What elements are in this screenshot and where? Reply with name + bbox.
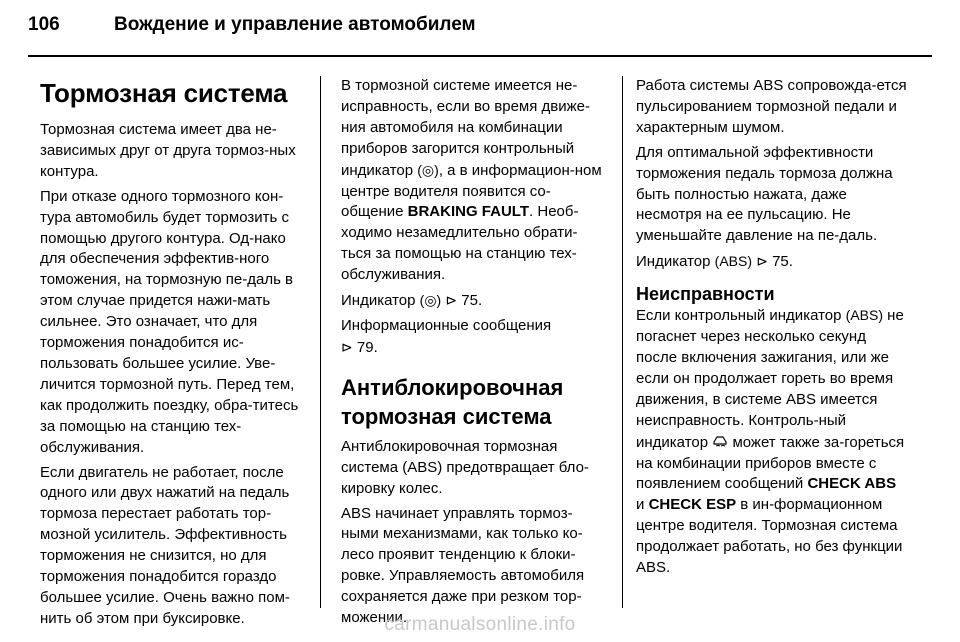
paragraph: Индикатор (◎) ⊳ 75. <box>341 292 483 310</box>
message-check-esp: CHECK ESP <box>648 496 737 514</box>
paragraph: Для оптимальной эффективности торможения педаль тормоза должна быть полностью нажата, даже несмотря на ее пульсацию. Не уменьшайте давление на пе-даль. <box>636 143 893 245</box>
watermark: carmanualsonline.info <box>384 614 576 635</box>
header-rule <box>28 55 932 57</box>
paragraph: Если контрольный индикатор (ABS) не погаснет через несколько секунд после включения зажигания, или же если он продолжает гореть во время движения, в системе ABS имеется неисправность. Контроль-ный индикатор может также за-гореться на комбинации приборов вместе с появлением сообщений CHECK ABS и CHECK ESP в ин-формационном центре водителя. Тормозная система продолжает работать, но без функции ABS. <box>636 307 905 577</box>
page-header <box>28 14 476 44</box>
section-heading-abs: Антиблокировочная тормозная система <box>341 374 564 429</box>
page-reference-icon: ⊳ <box>341 338 353 355</box>
running-title: Вождение и управление автомобилем <box>114 14 476 35</box>
page-number: 106 <box>28 14 60 35</box>
paragraph: При отказе одного тормозного кон-тура автомобиль будет тормозить с помощью другого контура. Од-нако для обеспечения эффектив-ного томожения, на тормозную пе-даль в этом случае придется нажи-мать сильнее. Это означает, что для торможения понадобится ис-пользовать большее усилие. Уве-личится тормозной путь. Перед тем, как продолжить поездку, обра-титесь за помощью на станцию тех-обслуживания. <box>40 187 299 456</box>
paragraph: Антиблокировочная тормозная система (ABS) предотвращает бло-кировку колес. <box>341 437 589 497</box>
brake-warning-icon: (◎) <box>417 161 439 178</box>
brake-warning-icon: (◎) <box>419 292 442 309</box>
page-reference-icon: ⊳ <box>756 253 768 270</box>
page-reference-icon: ⊳ <box>445 292 458 309</box>
page-reference: 79. <box>356 338 378 356</box>
subheading-malfunctions: Неисправности <box>636 284 775 305</box>
paragraph: В тормозной системе имеется не-исправность, если во время движе-ния автомобиля на комбинации приборов загорится контрольный индикатор (◎), а в информацион-ном центре водителя появится со-общение BRAKING FAULT. Необ-ходимо незамедлительно обрати-ться за помощью на станцию тех-обслуживания. <box>341 77 602 284</box>
esp-skid-icon <box>712 432 728 453</box>
paragraph: ABS начинает управлять тормоз-ными механизмами, как только ко-лесо проявит тенденцию к блоки-ровке. Управляемость автомобиля сохраняется даже при резком тор-можении. <box>341 504 585 627</box>
paragraph: Информационные сообщения ⊳ 79. <box>341 316 552 356</box>
paragraph: Если двигатель не работает, после одного или двух нажатий на педаль тормоза перестает работать тор-мозной усилитель. Эффективность торможения не снизится, но для торможения понадобится гораздо большее усилие. Очень важно пом-нить об этом при буксировке. <box>40 463 290 627</box>
abs-warning-icon: (ABS) <box>845 307 883 324</box>
message-braking-fault: BRAKING FAULT <box>407 203 530 221</box>
column-divider <box>622 76 623 608</box>
message-check-abs: CHECK ABS <box>807 475 897 493</box>
middle-column <box>341 76 606 633</box>
column-divider <box>320 76 321 608</box>
abs-warning-icon: (ABS) <box>714 253 753 270</box>
paragraph: Индикатор (ABS) ⊳ 75. <box>636 253 793 271</box>
paragraph: Тормозная система имеет два не-зависимых друг от друга тормоз-ных контура. <box>40 121 296 180</box>
left-column <box>40 76 308 634</box>
page-reference: 75. <box>461 292 483 310</box>
right-column <box>636 76 908 583</box>
page-reference: 75. <box>772 253 793 271</box>
paragraph: Работа системы ABS сопровожда-ется пульсированием тормозной педали и характерным шумом. <box>636 77 907 136</box>
section-heading-brakes: Тормозная система <box>40 78 288 108</box>
